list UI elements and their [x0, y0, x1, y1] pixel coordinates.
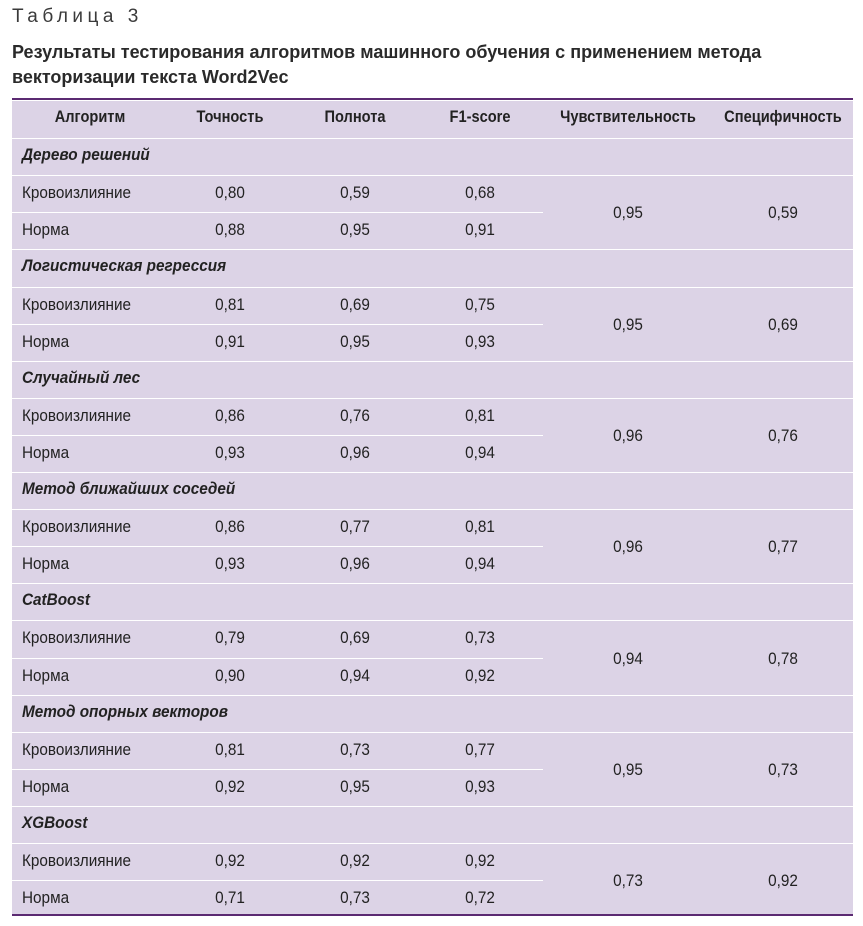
- row-label: Кровоизлияние: [22, 183, 132, 203]
- group-end-divider: [12, 249, 853, 250]
- group-divider: [12, 398, 853, 399]
- recall-value: 0,92: [340, 851, 370, 870]
- top-rule: [12, 98, 853, 100]
- f1-value: 0,92: [465, 851, 495, 870]
- f1-value: 0,68: [465, 183, 495, 203]
- precision-value: 0,88: [215, 220, 245, 240]
- recall-value: 0,95: [340, 776, 370, 796]
- recall-value: 0,96: [340, 554, 370, 574]
- precision-value: 0,81: [215, 739, 245, 759]
- recall-value: 0,73: [340, 888, 370, 908]
- precision-value: 0,81: [215, 294, 245, 314]
- recall-value: 0,96: [340, 442, 370, 462]
- row-label: Норма: [22, 888, 70, 908]
- sensitivity-value: 0,95: [613, 759, 643, 779]
- group-title: Метод ближайших соседей: [22, 479, 236, 498]
- f1-value: 0,92: [465, 665, 495, 685]
- row-label: Кровоизлияние: [22, 739, 132, 759]
- sensitivity-value: 0,96: [613, 425, 643, 445]
- group-divider: [12, 620, 853, 621]
- group-divider: [12, 287, 853, 288]
- bottom-rule: [12, 914, 853, 916]
- sensitivity-value: 0,73: [613, 871, 643, 891]
- f1-value: 0,93: [465, 776, 495, 796]
- f1-value: 0,81: [465, 517, 495, 537]
- sensitivity-value: 0,95: [613, 203, 643, 223]
- row-label: Норма: [22, 442, 70, 462]
- precision-value: 0,79: [215, 628, 245, 648]
- group-divider: [12, 843, 853, 844]
- f1-value: 0,94: [465, 442, 495, 462]
- header-precision: Точность: [196, 107, 264, 126]
- row-label: Норма: [22, 331, 70, 351]
- group-end-divider: [12, 583, 853, 584]
- header-sensitivity: Чувствительность: [560, 107, 696, 126]
- group-end-divider: [12, 806, 853, 807]
- row-label: Норма: [22, 776, 70, 796]
- precision-value: 0,93: [215, 554, 245, 574]
- header-divider: [12, 138, 853, 139]
- f1-value: 0,73: [465, 628, 495, 648]
- row-label: Кровоизлияние: [22, 517, 132, 537]
- group-title: XGBoost: [22, 812, 88, 832]
- row-label: Кровоизлияние: [22, 294, 132, 314]
- row-label: Кровоизлияние: [22, 405, 132, 425]
- specificity-value: 0,59: [768, 203, 798, 223]
- row-divider: [12, 658, 543, 659]
- row-divider: [12, 880, 543, 881]
- f1-value: 0,91: [465, 220, 495, 240]
- recall-value: 0,59: [340, 183, 370, 203]
- recall-value: 0,77: [340, 517, 370, 537]
- precision-value: 0,80: [215, 183, 245, 203]
- group-title: Случайный лес: [22, 367, 141, 387]
- row-label: Норма: [22, 220, 70, 240]
- specificity-value: 0,78: [768, 648, 798, 668]
- specificity-value: 0,69: [768, 314, 798, 334]
- row-divider: [12, 546, 543, 547]
- sensitivity-value: 0,95: [613, 314, 643, 334]
- header-f1: F1-score: [449, 107, 511, 126]
- results-table: [12, 101, 853, 915]
- precision-value: 0,92: [215, 851, 245, 870]
- row-label: Норма: [22, 665, 70, 685]
- f1-value: 0,75: [465, 294, 495, 314]
- header-recall: Полнота: [324, 107, 386, 126]
- group-title: Дерево решений: [22, 145, 150, 165]
- f1-value: 0,72: [465, 888, 495, 908]
- group-title: CatBoost: [22, 590, 91, 610]
- header-specificity: Специфичность: [724, 107, 842, 126]
- header-algorithm: Алгоритм: [54, 107, 126, 126]
- row-divider: [12, 324, 543, 325]
- group-title: Метод опорных векторов: [22, 701, 228, 721]
- f1-value: 0,94: [465, 554, 495, 574]
- recall-value: 0,95: [340, 220, 370, 240]
- specificity-value: 0,77: [768, 537, 798, 557]
- sensitivity-value: 0,94: [613, 648, 643, 668]
- precision-value: 0,86: [215, 405, 245, 425]
- precision-value: 0,86: [215, 517, 245, 537]
- precision-value: 0,90: [215, 665, 245, 685]
- group-divider: [12, 509, 853, 510]
- recall-value: 0,69: [340, 628, 370, 648]
- precision-value: 0,92: [215, 776, 245, 796]
- precision-value: 0,91: [215, 331, 245, 351]
- row-divider: [12, 769, 543, 770]
- row-divider: [12, 212, 543, 213]
- row-divider: [12, 435, 543, 436]
- group-divider: [12, 732, 853, 733]
- recall-value: 0,94: [340, 665, 370, 685]
- specificity-value: 0,92: [768, 871, 798, 891]
- group-divider: [12, 175, 853, 176]
- f1-value: 0,93: [465, 331, 495, 351]
- specificity-value: 0,73: [768, 759, 798, 779]
- recall-value: 0,69: [340, 294, 370, 314]
- table-title: Результаты тестирования алгоритмов машинного обучения с применением метода векторизации текста Word2Vec: [12, 42, 762, 87]
- recall-value: 0,73: [340, 739, 370, 759]
- specificity-value: 0,76: [768, 425, 798, 445]
- table-label: Таблица 3: [12, 6, 143, 27]
- precision-value: 0,71: [215, 888, 245, 908]
- sensitivity-value: 0,96: [613, 537, 643, 557]
- group-title: Логистическая регрессия: [22, 256, 227, 276]
- f1-value: 0,81: [465, 405, 495, 425]
- group-end-divider: [12, 361, 853, 362]
- recall-value: 0,95: [340, 331, 370, 351]
- f1-value: 0,77: [465, 739, 495, 759]
- row-label: Кровоизлияние: [22, 628, 132, 648]
- recall-value: 0,76: [340, 405, 370, 425]
- group-end-divider: [12, 695, 853, 696]
- group-end-divider: [12, 472, 853, 473]
- precision-value: 0,93: [215, 442, 245, 462]
- row-label: Норма: [22, 554, 70, 574]
- row-label: Кровоизлияние: [22, 851, 132, 870]
